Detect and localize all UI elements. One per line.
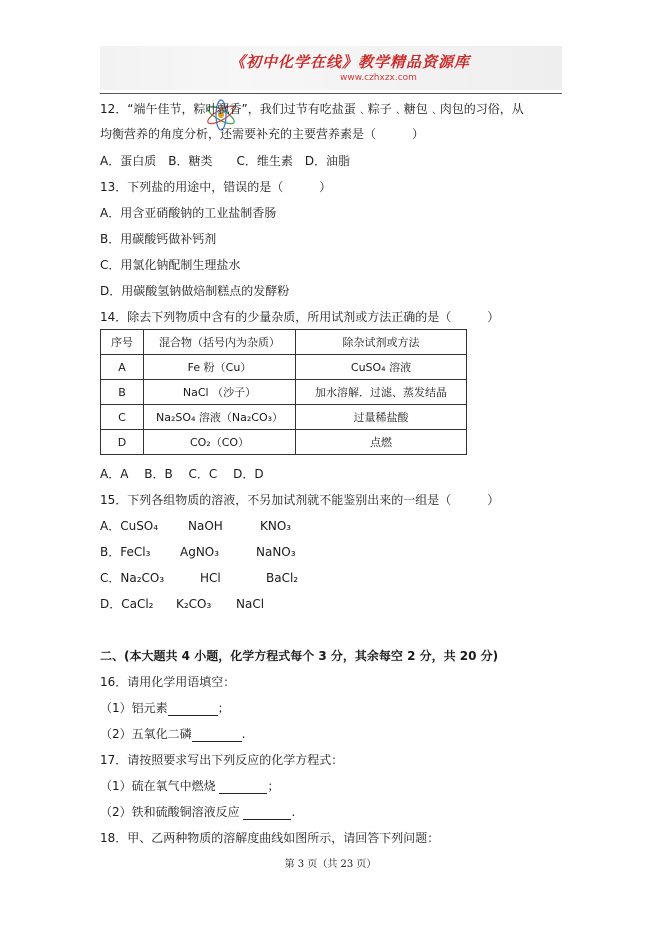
table-cell: 点燃: [296, 430, 467, 455]
table-cell: C: [101, 405, 144, 430]
q15-b-item: NaNO₃: [256, 545, 296, 559]
q15-b-item: B．FeCl₃: [100, 545, 151, 559]
q17-part1-end: ；: [267, 779, 280, 793]
header-divider: [100, 93, 562, 94]
table-row: [101, 355, 467, 380]
q15-d-item: D．CaCl₂: [100, 597, 154, 611]
table-cell: CO₂（CO）: [144, 430, 296, 455]
q17-stem: 17．请按照要求写出下列反应的化学方程式：: [100, 753, 344, 767]
q13-option-b: B．用碳酸钙做补钙剂: [100, 232, 217, 246]
q15-stem: 15．下列各组物质的溶液，不另加试剂就不能鉴别出来的一组是（ ）: [100, 493, 500, 507]
table-cell: A: [101, 355, 144, 380]
q17-part2-label: （2）铁和硫酸铜溶液反应: [100, 805, 240, 819]
header-url: www.czhxzx.com: [340, 73, 417, 83]
q13-option-a: A．用含亚硝酸钠的工业盐制香肠: [100, 206, 277, 220]
header-title: 《初中化学在线》教学精品资源库: [230, 53, 471, 71]
q15-a-item: NaOH: [188, 519, 223, 533]
q15-d-item: K₂CO₃: [176, 597, 212, 611]
q15-c-item: BaCl₂: [266, 571, 299, 585]
q17-part2: [100, 804, 295, 820]
q12-options: A．蛋白质 B．糖类 C．维生素 D．油脂: [100, 154, 351, 168]
q13-stem: 13．下列盐的用途中，错误的是（ ）: [100, 180, 332, 194]
q17-part1-label: （1）硫在氧气中燃烧: [100, 779, 216, 793]
q12-stem-line2: 均衡营养的角度分析，还需要补充的主要营养素是（ ）: [100, 127, 425, 141]
page-footer: 第 3 页（共 23 页）: [284, 859, 377, 870]
table-header-cell: 除杂试剂或方法: [296, 330, 467, 355]
q15-d-item: NaCl: [236, 597, 265, 611]
table-row: [101, 405, 467, 430]
table-cell: B: [101, 380, 144, 405]
table-header-cell: 序号: [101, 330, 144, 355]
table-cell: Na₂SO₄ 溶液（Na₂CO₃）: [144, 405, 296, 430]
q14-stem: 14．除去下列物质中含有的少量杂质，所用试剂或方法正确的是（ ）: [100, 310, 500, 324]
answer-blank[interactable]: [219, 781, 267, 794]
q15-a-item: KNO₃: [260, 519, 292, 533]
q16-part1-label: （1）铝元素: [100, 701, 168, 715]
table-cell: D: [101, 430, 144, 455]
q16-part2-label: （2）五氧化二磷: [100, 727, 192, 741]
table-cell: Fe 粉（Cu）: [144, 355, 296, 380]
q14-options: A．A B．B C．C D．D: [100, 467, 264, 481]
table-cell: 过量稀盐酸: [296, 405, 467, 430]
q12-stem-line1: 12．“端午佳节，粽叶飘香”，我们过节有吃盐蛋﹑粽子﹑糖包﹑肉包的习俗，从: [100, 102, 524, 116]
header-banner: [100, 46, 562, 90]
table-header-row: [101, 330, 467, 355]
q13-option-c: C．用氯化钠配制生理盐水: [100, 258, 241, 272]
q17-part2-end: .: [291, 805, 296, 819]
q16-part1-end: ；: [217, 701, 230, 715]
q15-b-item: AgNO₃: [180, 545, 220, 559]
q14-table: [100, 329, 467, 455]
answer-blank[interactable]: [168, 703, 218, 716]
q16-part2: [100, 726, 245, 742]
q17-part1: [100, 778, 279, 794]
q15-c-item: HCl: [200, 571, 221, 585]
q15-a-item: A．CuSO₄: [100, 519, 159, 533]
q18-stem: 18．甲、乙两种物质的溶解度曲线如图所示，请回答下列问题：: [100, 831, 440, 845]
q16-part2-end: .: [241, 727, 246, 741]
table-cell: CuSO₄ 溶液: [296, 355, 467, 380]
table-header-cell: 混合物（括号内为杂质）: [144, 330, 296, 355]
q16-stem: 16．请用化学用语填空：: [100, 675, 236, 689]
table-cell: NaCl （沙子）: [144, 380, 296, 405]
answer-blank[interactable]: [243, 807, 291, 820]
answer-blank[interactable]: [192, 729, 242, 742]
q15-c-item: C．Na₂CO₃: [100, 571, 165, 585]
table-row: [101, 430, 467, 455]
q13-option-d: D．用碳酸氢钠做焙制糕点的发酵粉: [100, 284, 290, 298]
q16-part1: [100, 700, 230, 716]
table-row: [101, 380, 467, 405]
table-cell: 加水溶解．过滤、蒸发结晶: [296, 380, 467, 405]
section-2-title: 二、(本大题共 4 小题，化学方程式每个 3 分，其余每空 2 分，共 20 分): [100, 649, 499, 663]
